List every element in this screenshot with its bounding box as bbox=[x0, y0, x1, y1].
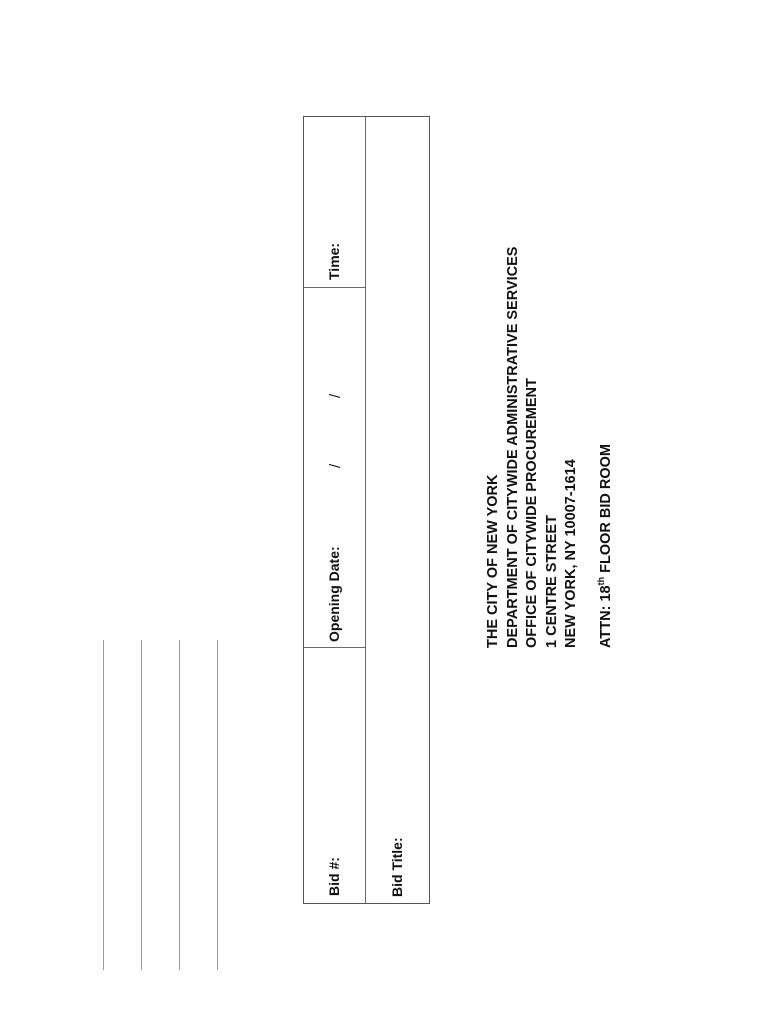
recipient-line-5: NEW YORK, NY 10007-1614 bbox=[563, 459, 579, 648]
recipient-line-3: OFFICE OF CITYWIDE PROCUREMENT bbox=[524, 378, 540, 648]
bid-number-label: Bid #: bbox=[326, 857, 342, 896]
opening-date-label: Opening Date: bbox=[326, 546, 342, 642]
recipient-line-2: DEPARTMENT OF CITYWIDE ADMINISTRATIVE SERVICES bbox=[504, 246, 521, 648]
cell-divider-2 bbox=[304, 647, 366, 648]
recipient-address bbox=[484, 247, 582, 648]
attention-suffix: FLOOR BID ROOM bbox=[598, 444, 614, 577]
return-address-line-2 bbox=[141, 640, 142, 970]
attention-line bbox=[598, 444, 614, 648]
bid-title-label: Bid Title: bbox=[389, 837, 405, 897]
return-address-line-3 bbox=[179, 640, 180, 970]
attention-prefix: ATTN: 18 bbox=[598, 585, 614, 648]
time-label: Time: bbox=[326, 242, 342, 280]
cell-divider-1 bbox=[304, 287, 366, 288]
recipient-line-1: THE CITY OF NEW YORK bbox=[485, 474, 501, 648]
return-address-line-4 bbox=[217, 640, 218, 970]
bid-info-box bbox=[303, 116, 430, 904]
box-divider bbox=[365, 117, 366, 903]
attention-superscript: th bbox=[596, 576, 607, 586]
date-separator-1: / bbox=[327, 463, 344, 468]
recipient-line-4: 1 CENTRE STREET bbox=[543, 515, 560, 648]
date-separator-2: / bbox=[327, 393, 344, 398]
return-address-line-1 bbox=[103, 640, 104, 970]
